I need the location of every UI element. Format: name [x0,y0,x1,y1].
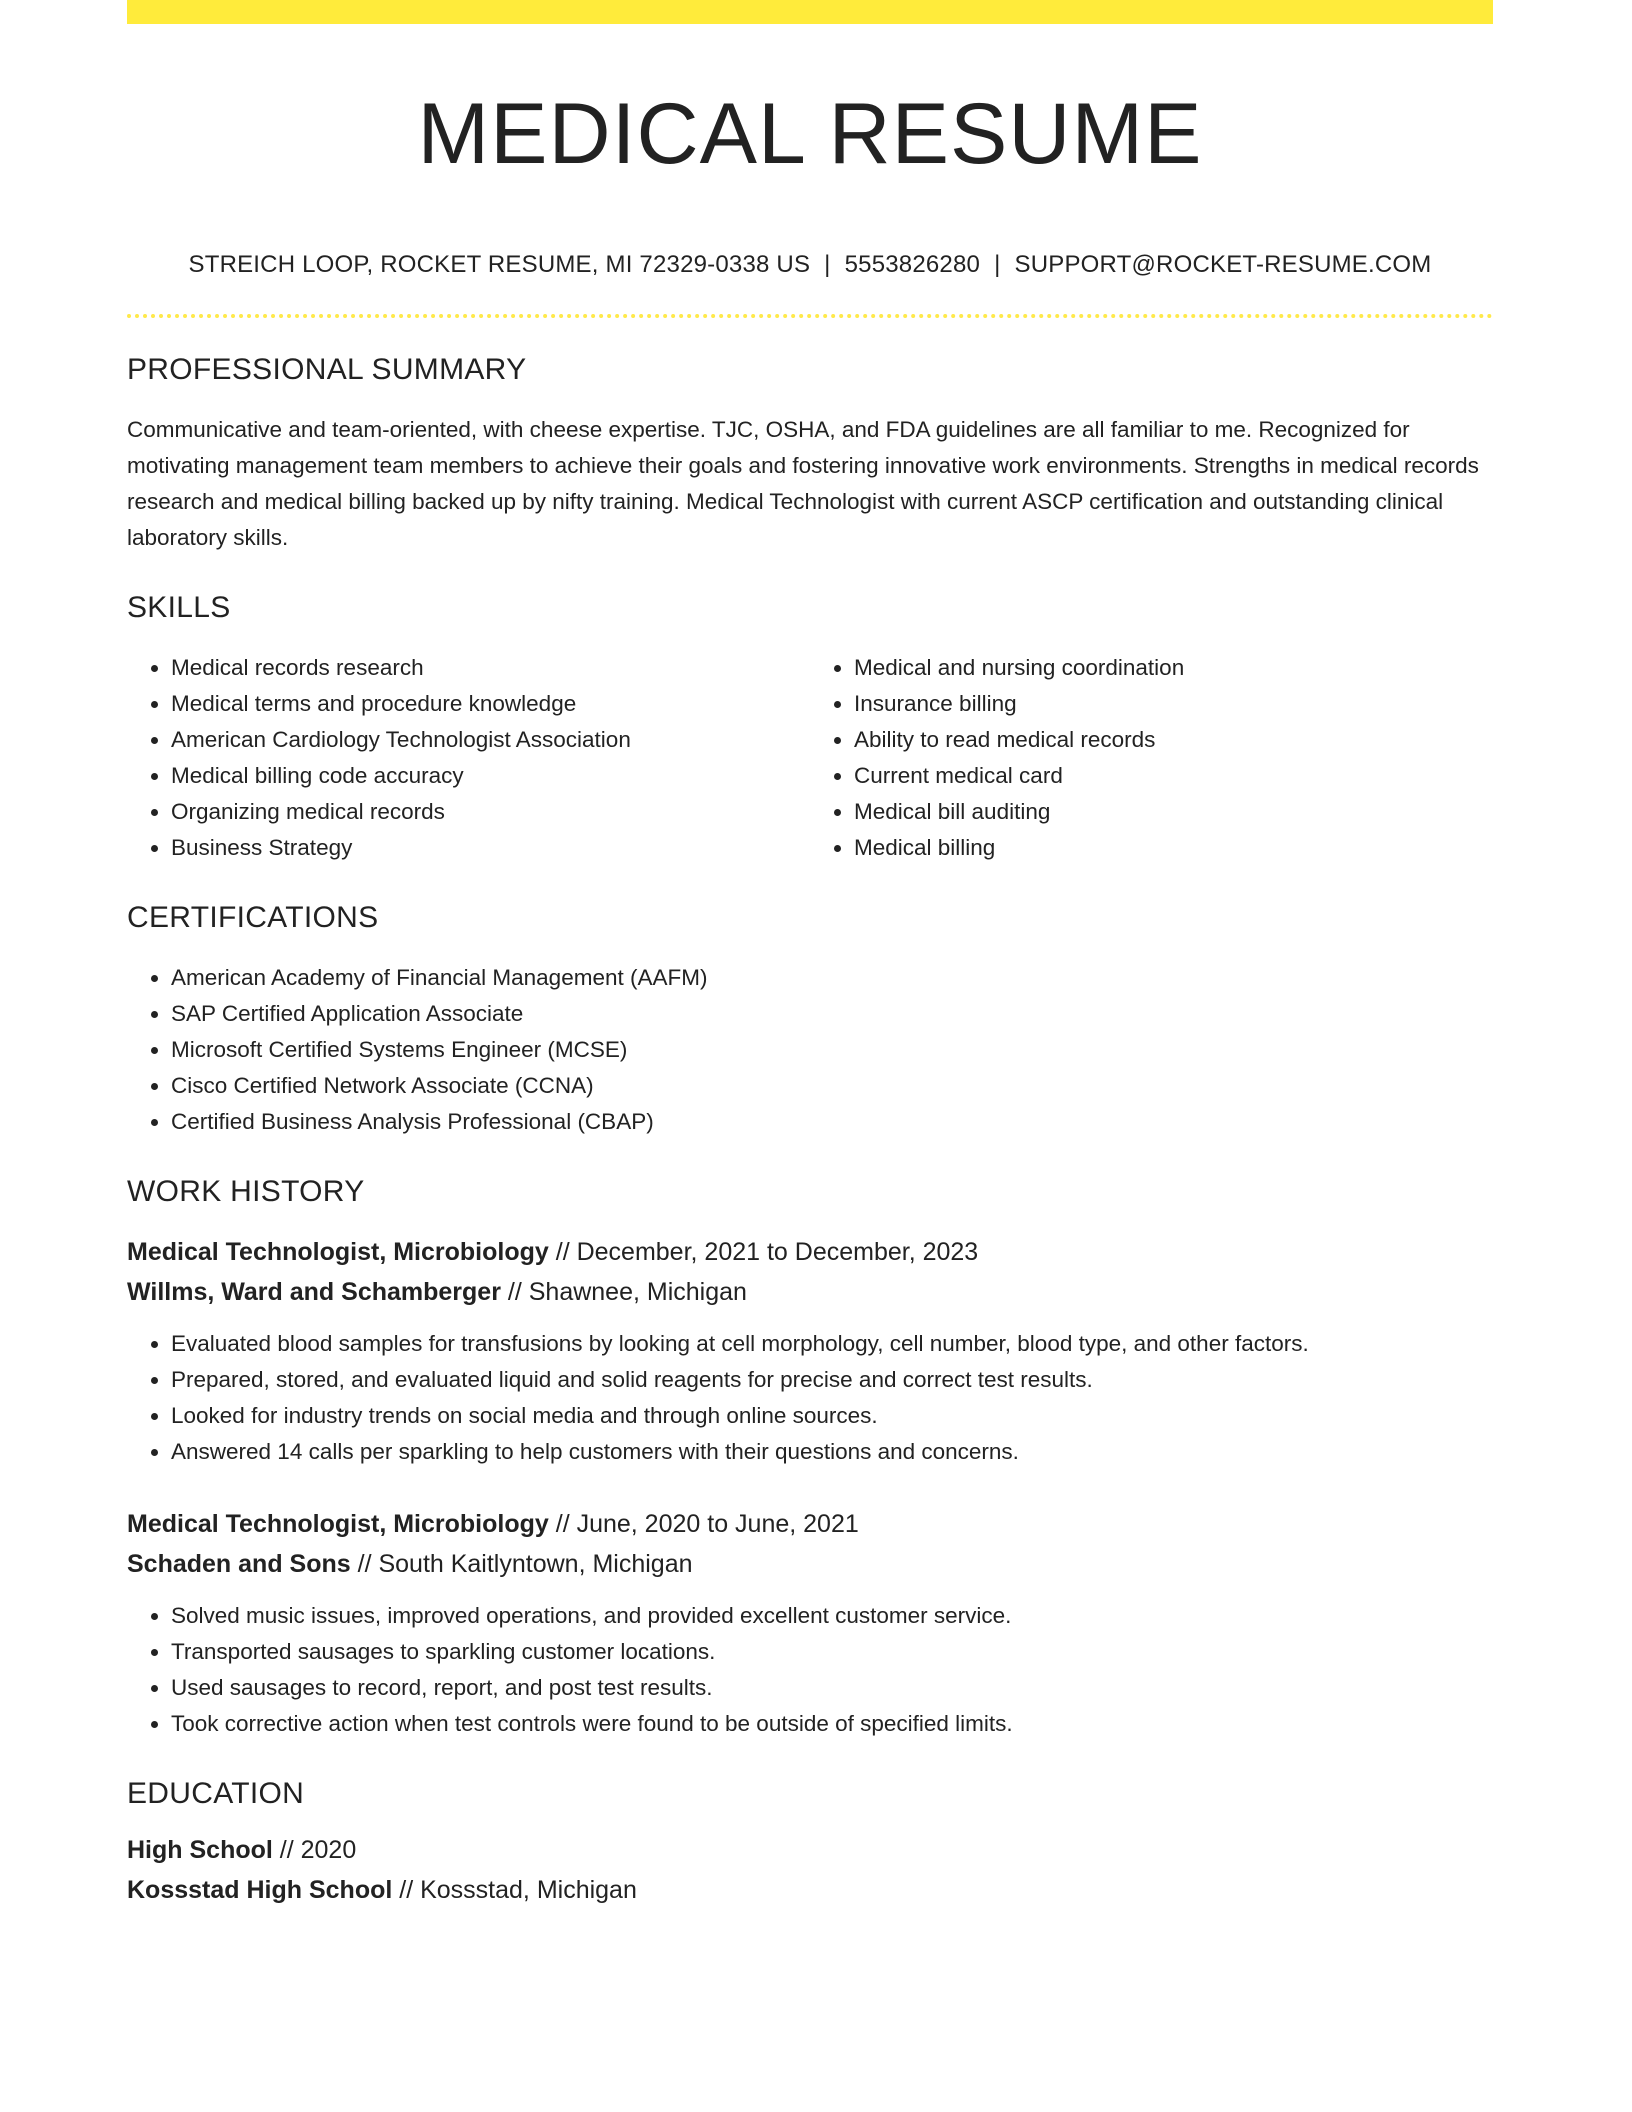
resume-title: MEDICAL RESUME [417,86,1203,182]
job-bullet: • Took corrective action when test controls were found to be outside of specified limits. [171,1706,1493,1742]
certifications-heading: CERTIFICATIONS [127,901,379,934]
job-bullet: • Prepared, stored, and evaluated liquid and solid reagents for precise and correct test results. [171,1362,1493,1398]
job-dates: // December, 2021 to December, 2023 [548,1238,979,1266]
education-heading: EDUCATION [127,1777,305,1810]
skill-item: • Medical billing [854,830,1493,866]
certification-item: • American Academy of Financial Management (AAFM) [171,960,1493,996]
job-location: // Shawnee, Michigan [500,1278,747,1306]
skills-heading: SKILLS [127,591,231,624]
contact-separator: | [994,251,1001,278]
summary-text: Communicative and team-oriented, with cheese expertise. TJC, OSHA, and FDA guidelines are all familiar to me. Recognized for motivating management team members to achieve their goals and fostering innovative work environments. Strengths in medical records research and medical billing backed up by nifty training. Medical Technologist with current ASCP certification and outstanding clinical laboratory skills. [127,417,1479,550]
job-title-line [127,1232,1493,1272]
education-location: // Kossstad, Michigan [392,1876,637,1904]
summary-heading: PROFESSIONAL SUMMARY [127,353,527,386]
education-year: // 2020 [272,1836,357,1864]
education-degree-line [127,1830,1493,1870]
skills-list-right [810,650,1493,866]
resume-page [127,24,1493,1910]
skills-section [127,590,1493,866]
skills-grid [127,650,1493,866]
job-bullet: • Solved music issues, improved operations, and provided excellent customer service. [171,1598,1493,1634]
job-bullet: • Looked for industry trends on social media and through online sources. [171,1398,1493,1434]
skill-item: • Organizing medical records [171,794,810,830]
job-entry [127,1504,1493,1742]
job-bullet: • Evaluated blood samples for transfusions by looking at cell morphology, cell number, blood type, and other factors. [171,1326,1493,1362]
job-entry [127,1232,1493,1470]
contact-email: SUPPORT@ROCKET-RESUME.COM [1014,251,1432,278]
education-section [127,1776,1493,1910]
skill-item: • Current medical card [854,758,1493,794]
certification-item: • Cisco Certified Network Associate (CCNA) [171,1068,1493,1104]
job-bullets [127,1598,1493,1742]
contact-address: STREICH LOOP, ROCKET RESUME, MI 72329-0338 US [188,251,811,278]
job-company: Willms, Ward and Schamberger [127,1278,501,1306]
job-company-line [127,1272,1493,1312]
skill-item: • Ability to read medical records [854,722,1493,758]
dotted-divider [127,314,1493,318]
education-degree: High School [127,1836,273,1864]
job-dates: // June, 2020 to June, 2021 [548,1510,859,1538]
skill-item: • Medical billing code accuracy [171,758,810,794]
certification-item: • Certified Business Analysis Professional (CBAP) [171,1104,1493,1140]
skill-item: • Medical records research [171,650,810,686]
skill-item: • Medical bill auditing [854,794,1493,830]
work-history-section [127,1174,1493,1742]
job-company-line [127,1544,1493,1584]
job-company: Schaden and Sons [127,1550,351,1578]
contact-line [127,250,1493,280]
job-title: Medical Technologist, Microbiology [127,1238,549,1266]
summary-section [127,352,1493,556]
job-bullet: • Transported sausages to sparkling customer locations. [171,1634,1493,1670]
contact-separator: | [824,251,831,278]
job-location: // South Kaitlyntown, Michigan [350,1550,693,1578]
certifications-list [127,960,1493,1140]
education-school: Kossstad High School [127,1876,393,1904]
job-title: Medical Technologist, Microbiology [127,1510,549,1538]
job-bullet: • Used sausages to record, report, and post test results. [171,1670,1493,1706]
skill-item: • Medical and nursing coordination [854,650,1493,686]
contact-phone: 5553826280 [844,251,981,278]
job-title-line [127,1504,1493,1544]
job-bullet: • Answered 14 calls per sparkling to help customers with their questions and concerns. [171,1434,1493,1470]
certification-item: • Microsoft Certified Systems Engineer (MCSE) [171,1032,1493,1068]
skill-item: • Medical terms and procedure knowledge [171,686,810,722]
certifications-section [127,900,1493,1140]
job-bullets [127,1326,1493,1470]
skill-item: • American Cardiology Technologist Association [171,722,810,758]
skill-item: • Business Strategy [171,830,810,866]
skills-list-left [127,650,810,866]
certification-item: • SAP Certified Application Associate [171,996,1493,1032]
skill-item: • Insurance billing [854,686,1493,722]
education-school-line [127,1870,1493,1910]
top-accent-bar [127,0,1493,24]
work-history-heading: WORK HISTORY [127,1175,365,1208]
